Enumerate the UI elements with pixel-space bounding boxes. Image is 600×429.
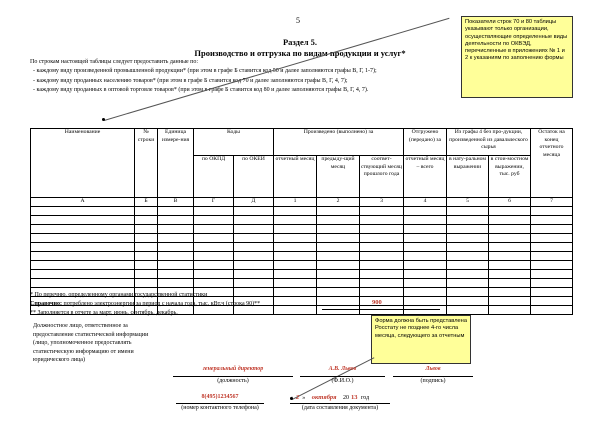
- table-cell[interactable]: [31, 279, 135, 288]
- table-cell[interactable]: [31, 225, 135, 234]
- table-cell[interactable]: [31, 270, 135, 279]
- table-cell[interactable]: [531, 207, 573, 216]
- table-cell[interactable]: [234, 243, 274, 252]
- table-cell[interactable]: [531, 297, 573, 306]
- date-field: « 2 » октября 20 13 год: [290, 394, 370, 401]
- position-line: [173, 376, 293, 377]
- table-cell[interactable]: [31, 216, 135, 225]
- table-cell[interactable]: [531, 225, 573, 234]
- phone-caption: (номер контактного телефона): [181, 405, 259, 411]
- table-cell[interactable]: [531, 252, 573, 261]
- header-month-total: отчетный месяц – всего: [404, 156, 447, 198]
- date-year-prefix: 20: [342, 395, 349, 401]
- table-row: [31, 225, 573, 234]
- column-letter: А: [31, 198, 135, 207]
- table-cell[interactable]: [489, 243, 531, 252]
- signature-caption: (подпись): [420, 378, 446, 384]
- table-cell[interactable]: [158, 216, 194, 225]
- table-cell[interactable]: [234, 252, 274, 261]
- table-cell[interactable]: [317, 225, 360, 234]
- table-cell[interactable]: [360, 261, 404, 270]
- table-cell[interactable]: [404, 279, 447, 288]
- header-row-number: № строки: [135, 129, 158, 198]
- table-row: [31, 243, 573, 252]
- table-cell[interactable]: [317, 243, 360, 252]
- column-letter: 7: [531, 198, 573, 207]
- table-cell[interactable]: [194, 261, 234, 270]
- table-cell[interactable]: [194, 234, 234, 243]
- table-cell[interactable]: [158, 261, 194, 270]
- section-number: Раздел 5.: [282, 37, 318, 47]
- table-cell[interactable]: [31, 207, 135, 216]
- table-cell[interactable]: [404, 261, 447, 270]
- table-cell[interactable]: [274, 207, 317, 216]
- table-cell[interactable]: [194, 243, 234, 252]
- table-cell[interactable]: [158, 234, 194, 243]
- table-cell[interactable]: [360, 207, 404, 216]
- table-cell[interactable]: [194, 252, 234, 261]
- table-cell[interactable]: [274, 225, 317, 234]
- table-cell[interactable]: [531, 288, 573, 297]
- table-cell[interactable]: [531, 270, 573, 279]
- header-okei: по ОКЕИ: [234, 156, 274, 198]
- table-cell[interactable]: [360, 288, 404, 297]
- table-cell[interactable]: [531, 261, 573, 270]
- table-cell[interactable]: [447, 216, 489, 225]
- table-cell[interactable]: [158, 207, 194, 216]
- signature-value: Львов: [425, 366, 441, 372]
- table-cell[interactable]: [31, 234, 135, 243]
- table-cell[interactable]: [317, 297, 360, 306]
- header-remainder: Остаток на конец отчетного месяца: [531, 129, 573, 198]
- table-cell[interactable]: [447, 243, 489, 252]
- intro-line: - каждому виду произведенной промышленной продукции* (при этом в графе Б ставится код 50 и далее заполняются графы В, Г, 1-7);: [33, 68, 377, 75]
- header-same-month-last-year: соответ-ствующий месяц прошлого года: [360, 156, 404, 198]
- table-cell[interactable]: [447, 207, 489, 216]
- table-cell[interactable]: [404, 216, 447, 225]
- table-cell[interactable]: [31, 261, 135, 270]
- date-line: [290, 403, 390, 404]
- footnote-star: * По перечню, определенному органами государственной статистики: [30, 292, 208, 298]
- table-cell[interactable]: [317, 288, 360, 297]
- table-cell[interactable]: [489, 288, 531, 297]
- intro-line: По строкам настоящей таблицы следует предоставить данные по:: [30, 59, 199, 65]
- table-cell[interactable]: [404, 225, 447, 234]
- table-cell[interactable]: [404, 207, 447, 216]
- page-number: 5: [296, 16, 300, 25]
- table-cell[interactable]: [194, 207, 234, 216]
- table-cell[interactable]: [531, 306, 573, 315]
- table-cell[interactable]: [317, 207, 360, 216]
- column-letters-row: [31, 198, 573, 207]
- table-cell[interactable]: [274, 297, 317, 306]
- table-cell[interactable]: [489, 207, 531, 216]
- table-cell[interactable]: [194, 225, 234, 234]
- table-cell[interactable]: [489, 261, 531, 270]
- table-cell[interactable]: [135, 207, 158, 216]
- signature-line: [393, 376, 473, 377]
- table-row: [31, 234, 573, 243]
- table-cell[interactable]: [531, 234, 573, 243]
- table-cell[interactable]: [317, 270, 360, 279]
- date-caption: (дата составления документа): [301, 405, 379, 411]
- table-cell[interactable]: [447, 288, 489, 297]
- table-cell[interactable]: [274, 216, 317, 225]
- table-cell[interactable]: [489, 306, 531, 315]
- date-year: 13: [350, 394, 358, 401]
- phone-line: [176, 403, 264, 404]
- reference-value-line: [322, 309, 440, 310]
- header-cost: в стои-мостном выражении, тыс. руб: [489, 156, 531, 198]
- table-cell[interactable]: [404, 252, 447, 261]
- table-cell[interactable]: [447, 306, 489, 315]
- header-natural: в нату-ральном выражении: [447, 156, 489, 198]
- table-cell[interactable]: [317, 234, 360, 243]
- column-letter: В: [158, 198, 194, 207]
- header-current-month: отчетный месяц: [274, 156, 317, 198]
- official-line: юридического лица): [33, 357, 85, 364]
- table-cell[interactable]: [234, 216, 274, 225]
- table-cell[interactable]: [404, 306, 447, 315]
- production-table: [30, 128, 573, 315]
- reference-label: Справочно:: [30, 301, 63, 307]
- date-month: октября: [311, 394, 337, 401]
- reference-line: [30, 300, 260, 308]
- table-cell[interactable]: [234, 279, 274, 288]
- name-caption: (Ф.И.О.): [331, 378, 354, 384]
- intro-line: - каждому виду проданных в оптовой торговле товаров* (при этом в графе Б ставится код 80 и далее заполняются графы В, Г, 4, 7).: [33, 86, 369, 93]
- header-produced: Произведено (выполнено) за: [274, 129, 404, 156]
- reference-value: 900: [372, 299, 382, 306]
- table-cell[interactable]: [447, 261, 489, 270]
- column-letter: 4: [404, 198, 447, 207]
- phone-value: 8(495)1234567: [201, 394, 239, 400]
- column-letter: 5: [447, 198, 489, 207]
- table-cell[interactable]: [274, 243, 317, 252]
- official-line: (лицо, уполномоченное предоставлять: [33, 340, 132, 347]
- table-cell[interactable]: [447, 279, 489, 288]
- table-cell[interactable]: [135, 243, 158, 252]
- official-line: предоставление статистической информации: [33, 331, 149, 338]
- table-row: [31, 270, 573, 279]
- table-cell[interactable]: [404, 243, 447, 252]
- column-letter: Б: [135, 198, 158, 207]
- date-year-suffix: год: [360, 395, 370, 401]
- column-letter: Г: [194, 198, 234, 207]
- table-cell[interactable]: [274, 252, 317, 261]
- table-row: [31, 207, 573, 216]
- table-cell[interactable]: [194, 279, 234, 288]
- annotation-note-bottom: Форма должна быть представлена Росстату не позднее 4-го числа месяца, следующего за отчетным: [371, 315, 471, 364]
- table-cell[interactable]: [360, 243, 404, 252]
- table-cell[interactable]: [317, 306, 360, 315]
- table-cell[interactable]: [360, 252, 404, 261]
- date-day: 2: [296, 394, 300, 401]
- table-cell[interactable]: [447, 225, 489, 234]
- table-cell[interactable]: [135, 225, 158, 234]
- table-row: [31, 279, 573, 288]
- table-cell[interactable]: [158, 279, 194, 288]
- official-line: Должностное лицо, ответственное за: [33, 323, 128, 329]
- intro-line: - каждому виду проданных населению товаров* (при этом в графе Б ставится код 70 и далее заполняются графы В, Г, 4, 7);: [33, 77, 348, 84]
- table-cell[interactable]: [274, 234, 317, 243]
- section-title: Производство и отгрузка по видам продукции и услуг*: [194, 48, 406, 58]
- table-cell[interactable]: [489, 279, 531, 288]
- column-letter: 6: [489, 198, 531, 207]
- column-letter: 3: [360, 198, 404, 207]
- table-cell[interactable]: [360, 306, 404, 315]
- table-cell[interactable]: [489, 252, 531, 261]
- table-cell[interactable]: [194, 216, 234, 225]
- table-cell[interactable]: [234, 270, 274, 279]
- table-cell[interactable]: [404, 297, 447, 306]
- table-cell[interactable]: [234, 207, 274, 216]
- table-cell[interactable]: [135, 270, 158, 279]
- table-cell[interactable]: [274, 279, 317, 288]
- table-cell[interactable]: [31, 243, 135, 252]
- table-cell[interactable]: [360, 216, 404, 225]
- table-cell[interactable]: [531, 279, 573, 288]
- header-previous-month: предыду-щий месяц: [317, 156, 360, 198]
- table-cell[interactable]: [317, 279, 360, 288]
- table-cell[interactable]: [135, 252, 158, 261]
- table-cell[interactable]: [317, 252, 360, 261]
- table-cell[interactable]: [360, 234, 404, 243]
- column-letter: Д: [234, 198, 274, 207]
- table-row: [31, 252, 573, 261]
- table-cell[interactable]: [317, 216, 360, 225]
- header-unit: Единица измере-ния: [158, 129, 194, 198]
- column-letter: 1: [274, 198, 317, 207]
- table-cell[interactable]: [194, 270, 234, 279]
- table-cell[interactable]: [404, 234, 447, 243]
- table-cell[interactable]: [360, 279, 404, 288]
- table-cell[interactable]: [360, 225, 404, 234]
- table-cell[interactable]: [234, 261, 274, 270]
- table-cell[interactable]: [274, 306, 317, 315]
- position-caption: (должность): [217, 378, 249, 384]
- table-cell[interactable]: [404, 270, 447, 279]
- table-cell[interactable]: [447, 234, 489, 243]
- table-cell[interactable]: [531, 243, 573, 252]
- table-cell[interactable]: [489, 216, 531, 225]
- header-okpd: по ОКПД: [194, 156, 234, 198]
- table-cell[interactable]: [489, 234, 531, 243]
- official-line: статистическую информацию от имени: [33, 348, 134, 355]
- table-row: [31, 261, 573, 270]
- table-row: [31, 216, 573, 225]
- table-cell[interactable]: [234, 225, 274, 234]
- note-leader-anchor: [102, 118, 105, 121]
- official-description: [33, 322, 148, 365]
- footnote-double-star: ** Заполняется в отчете за март, июнь, сентябрь, декабрь.: [30, 310, 178, 316]
- table-cell[interactable]: [274, 261, 317, 270]
- table-cell[interactable]: [234, 288, 274, 297]
- table-cell[interactable]: [531, 216, 573, 225]
- name-value: А.В. Львов: [328, 366, 357, 372]
- annotation-note-top: Показатели строк 70 и 80 таблицы указывают только организации, осуществляющие определенные виды деятельности по ОКВЭД, перечисленные в приложениях № 1 и 2 к указаниям по заполнению формы: [461, 16, 573, 98]
- table-cell[interactable]: [489, 225, 531, 234]
- table-cell[interactable]: [135, 261, 158, 270]
- table-cell[interactable]: [135, 279, 158, 288]
- table-cell[interactable]: [135, 234, 158, 243]
- table-cell[interactable]: [158, 270, 194, 279]
- table-cell[interactable]: [317, 261, 360, 270]
- table-cell[interactable]: [360, 270, 404, 279]
- header-tolling: Из графы 4 без про-дукции, произведенной из давальческого сырья: [447, 129, 531, 156]
- column-letter: 2: [317, 198, 360, 207]
- table-cell[interactable]: [489, 297, 531, 306]
- position-value: генеральный директор: [202, 366, 264, 372]
- header-name: Наименование: [31, 129, 135, 198]
- reference-text: потреблено электроэнергии за период с начала года, тыс. кВт.ч (строка 90)**: [63, 301, 261, 307]
- name-line: [300, 376, 385, 377]
- table-cell[interactable]: [447, 252, 489, 261]
- table-cell[interactable]: [135, 216, 158, 225]
- table-cell[interactable]: [31, 252, 135, 261]
- table-cell[interactable]: [404, 288, 447, 297]
- table-cell[interactable]: [158, 252, 194, 261]
- table-cell[interactable]: [274, 288, 317, 297]
- header-shipped: Отгружено (передано) за: [404, 129, 447, 156]
- table-cell[interactable]: [234, 234, 274, 243]
- table-cell[interactable]: [158, 225, 194, 234]
- table-cell[interactable]: [274, 270, 317, 279]
- table-cell[interactable]: [158, 243, 194, 252]
- table-cell[interactable]: [489, 270, 531, 279]
- header-codes: Коды: [194, 129, 274, 156]
- table-cell[interactable]: [447, 270, 489, 279]
- table-cell[interactable]: [447, 297, 489, 306]
